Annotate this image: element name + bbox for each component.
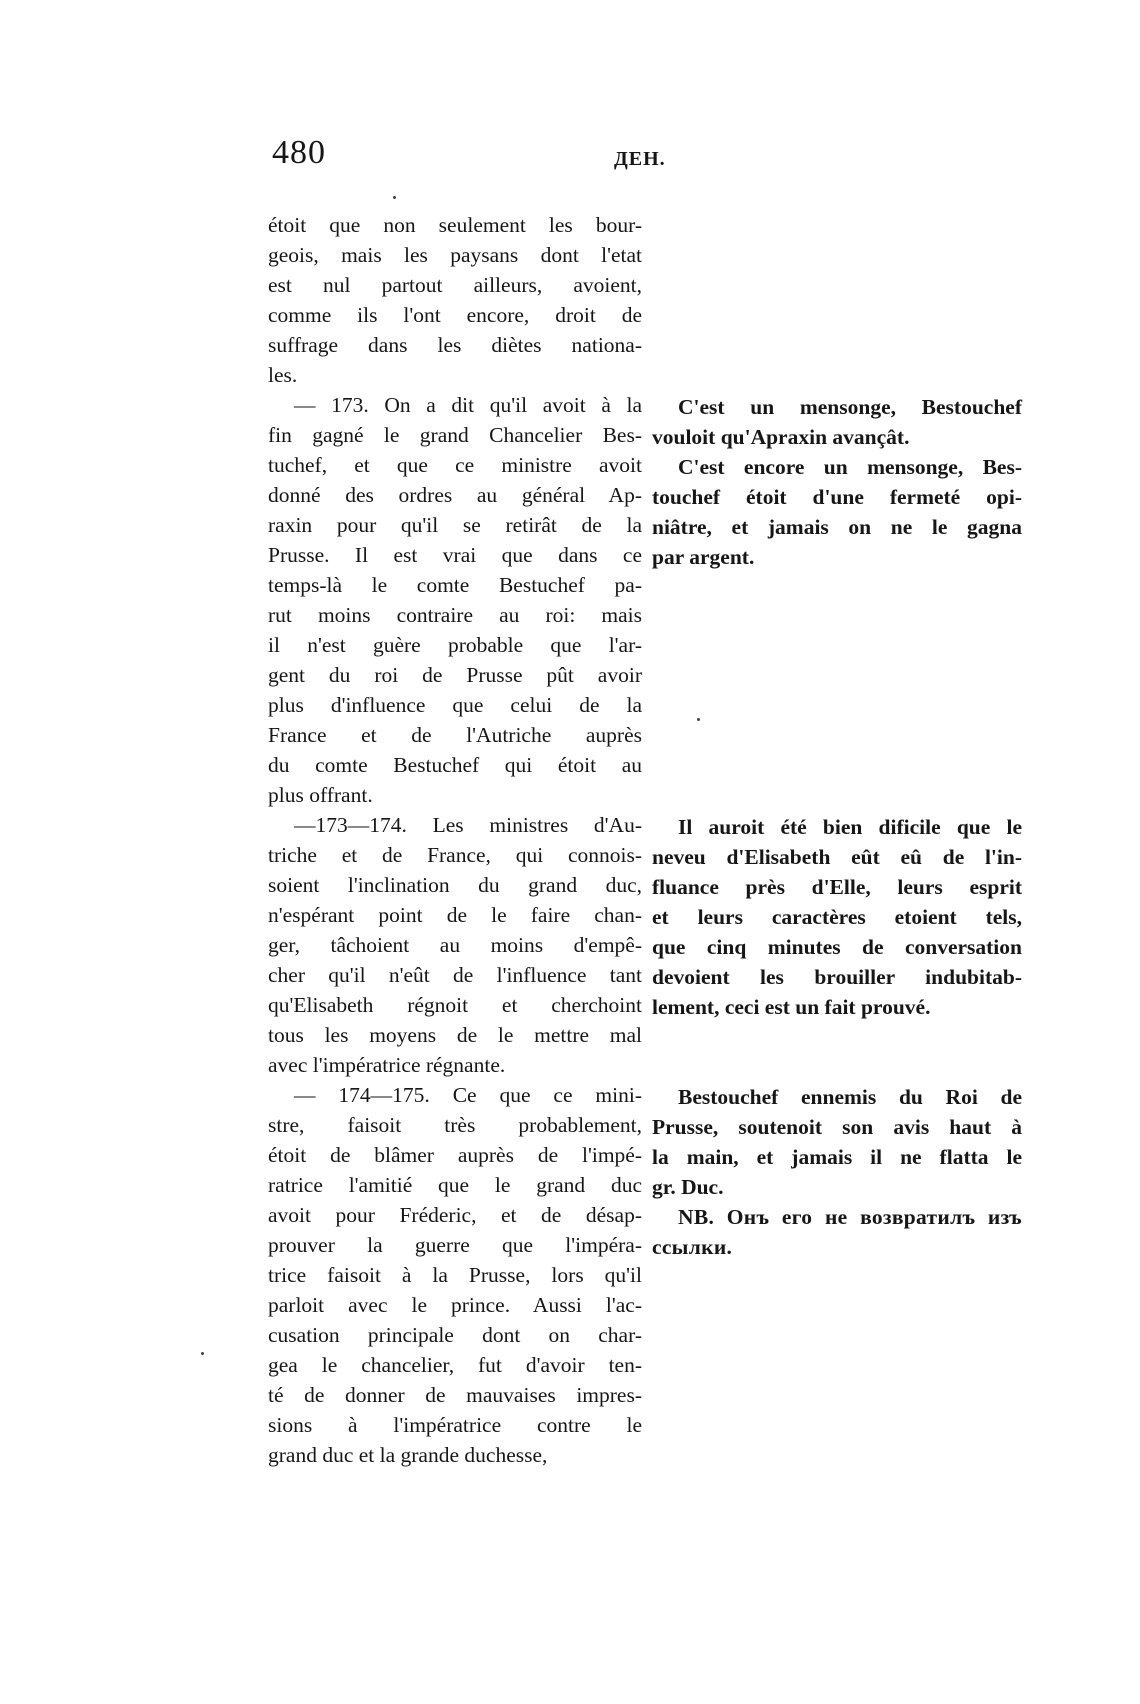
text-line: parloit avec le prince. Aussi l'ac- [268,1293,642,1317]
text-line: n'espérant point de le faire chan- [268,903,642,927]
text-line: avec l'impératrice régnante. [268,1053,506,1077]
note-line: NB. Онъ его не возвратилъ изъ [678,1205,1022,1229]
text-line: — 174—175. Ce que ce mini- [294,1083,642,1107]
paragraph [268,210,642,390]
text-line: donné des ordres au général Ap- [268,483,642,507]
text-line: avoit pour Fréderic, et de désap- [268,1203,642,1227]
text-line: ger, tâchoient au moins d'empê- [268,933,642,957]
margin-note-nb-russian [652,1202,1022,1262]
text-line: suffrage dans les diètes nationa- [268,333,642,357]
paragraph-173-174 [268,810,642,1080]
text-line: plus d'influence que celui de la [268,693,642,717]
text-line: trice faisoit à la Prusse, lors qu'il [268,1263,642,1287]
text-line: raxin pour qu'il se retirât de la [268,513,642,537]
note-line: gr. Duc. [652,1175,724,1199]
note-line: neveu d'Elisabeth eût eû de l'in- [652,845,1022,869]
text-line: qu'Elisabeth régnoit et cherchoint [268,993,642,1017]
text-line: soient l'inclination du grand duc, [268,873,642,897]
text-line: les. [268,363,298,387]
text-line: té de donner de mauvaises impres- [268,1383,642,1407]
note-line: par argent. [652,545,755,569]
text-line: grand duc et la grande duchesse, [268,1443,548,1467]
paragraph-174-175 [268,1080,642,1470]
note-line: Prusse, soutenoit son avis haut à [652,1115,1022,1139]
text-line: gea le chancelier, fut d'avoir ten- [268,1353,642,1377]
text-line: geois, mais les paysans dont l'etat [268,243,642,267]
note-line: lement, ceci est un fait prouvé. [652,995,931,1019]
scan-speck [393,196,396,199]
text-line: triche et de France, qui connois- [268,843,642,867]
text-line: tous les moyens de le mettre mal [268,1023,642,1047]
paragraph-173 [268,390,642,810]
note-line: que cinq minutes de conversation [652,935,1022,959]
margin-note-neveu [652,812,1022,1022]
scan-speck [201,1352,204,1355]
note-line: ссылки. [652,1235,733,1259]
text-line: ratrice l'amitié que le grand duc [268,1173,642,1197]
text-line: Prusse. Il est vrai que dans ce [268,543,642,567]
note-line: Il auroit été bien dificile que le [678,815,1022,839]
text-line: rut moins contraire au roi: mais [268,603,642,627]
note-line: et leurs caractères etoient tels, [652,905,1022,929]
note-line: touchef étoit d'une fermeté opi- [652,485,1022,509]
note-line: vouloit qu'Apraxin avançât. [652,425,910,449]
text-line: il n'est guère probable que l'ar- [268,633,642,657]
margin-note-ennemis [652,1082,1022,1202]
text-line: sions à l'impératrice contre le [268,1413,642,1437]
text-line: gent du roi de Prusse pût avoir [268,663,642,687]
text-line: étoit de blâmer auprès de l'impé- [268,1143,642,1167]
margin-note-encore-mensonge [652,452,1022,572]
main-text-column [268,210,642,1470]
page-number: 480 [272,134,326,171]
text-line: temps-là le comte Bestuchef pa- [268,573,642,597]
text-line: tuchef, et que ce ministre avoit [268,453,642,477]
note-line: la main, et jamais il ne flatta le [652,1145,1022,1169]
text-line: est nul partout ailleurs, avoient, [268,273,642,297]
text-line: fin gagné le grand Chancelier Bes- [268,423,642,447]
text-line: comme ils l'ont encore, droit de [268,303,642,327]
text-line: France et de l'Autriche auprès [268,723,642,747]
text-line: — 173. On a dit qu'il avoit à la [294,393,642,417]
text-line: étoit que non seulement les bour- [268,213,642,237]
text-line: plus offrant. [268,783,373,807]
text-line: cusation principale dont on char- [268,1323,642,1347]
margin-note-mensonge [652,392,1022,452]
note-line: devoient les brouiller indubitab- [652,965,1022,989]
scan-speck [697,718,700,721]
text-line: prouver la guerre que l'impéra- [268,1233,642,1257]
text-line: —173—174. Les ministres d'Au- [294,813,642,837]
running-head: ДЕН. [614,148,666,170]
text-line: du comte Bestuchef qui étoit au [268,753,642,777]
note-line: niâtre, et jamais on ne le gagna [652,515,1022,539]
note-line: Bestouchef ennemis du Roi de [678,1085,1022,1109]
note-line: C'est encore un mensonge, Bes- [678,455,1022,479]
note-line: fluance près d'Elle, leurs esprit [652,875,1022,899]
note-line: C'est un mensonge, Bestouchef [678,395,1022,419]
text-line: cher qu'il n'eût de l'influence tant [268,963,642,987]
text-line: stre, faisoit très probablement, [268,1113,642,1137]
